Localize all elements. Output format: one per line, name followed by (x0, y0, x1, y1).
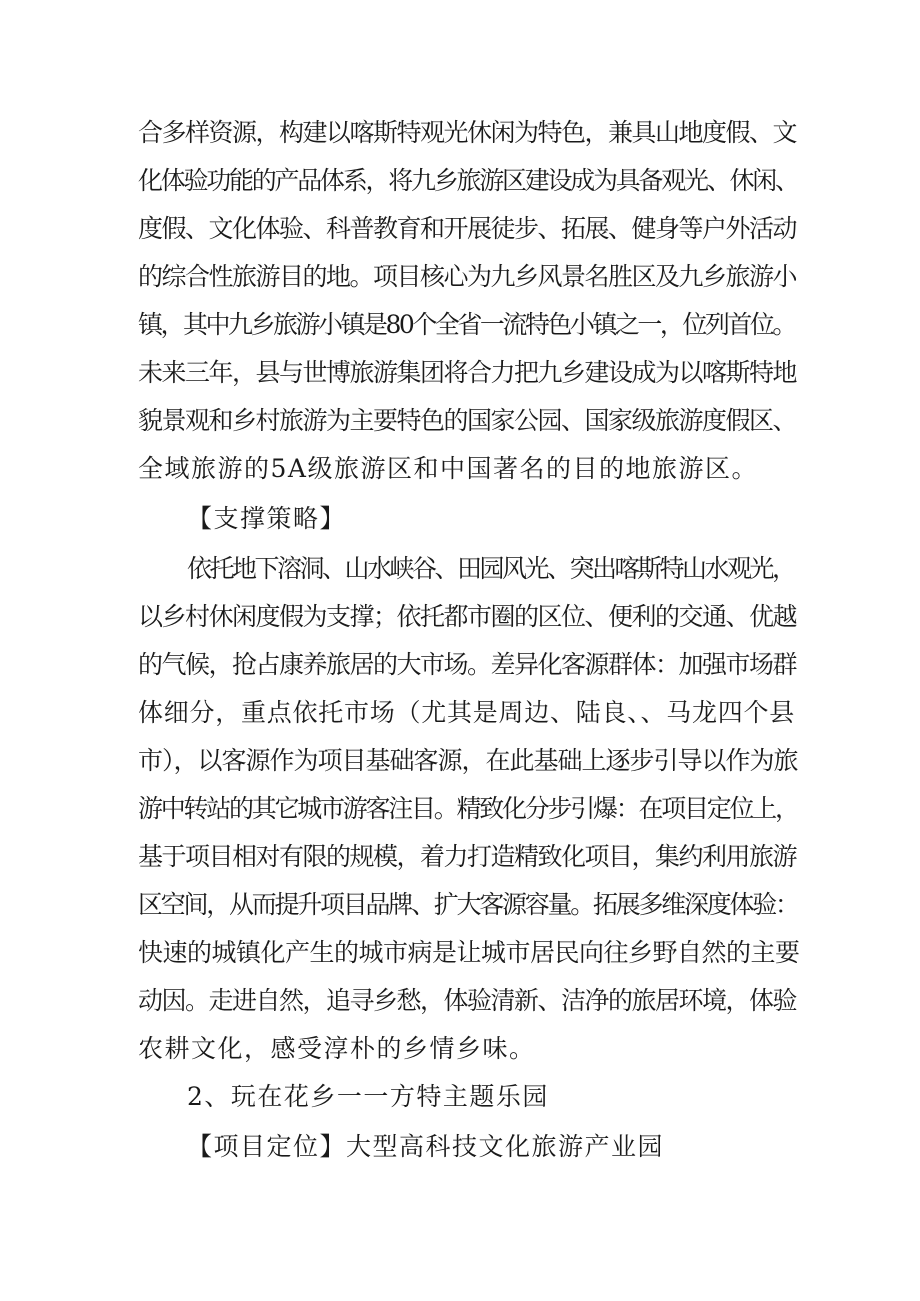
section-heading: 【支撑策略】 (187, 504, 347, 533)
paragraph-line: 貌景观和乡村旅游为主要特色的国家公园、国家级旅游度假区、 (138, 406, 797, 435)
paragraph-line: 区空间，从而提升项目品牌、扩大客源容量。拓展多维深度体验： (138, 890, 798, 919)
paragraph-line: 度假、文化体验、科普教育和开展徒步、拓展、健身等户外活动 (138, 214, 797, 243)
paragraph-line: 快速的城镇化产生的城市病是让城市居民向往乡野自然的主要 (138, 938, 800, 967)
paragraph-line: 以乡村休闲度假为支撑；依托都市圈的区位、便利的交通、优越 (138, 602, 797, 631)
paragraph-line: 依托地下溶洞、山水峡谷、田园风光、突出喀斯特山水观光， (187, 554, 795, 583)
paragraph-line: 合多样资源，构建以喀斯特观光休闲为特色，兼具山地度假、文 (138, 118, 797, 147)
section-title: 2、玩在花乡一一方特主题乐园 (187, 1082, 549, 1111)
project-positioning: 【项目定位】大型高科技文化旅游产业园 (187, 1132, 665, 1161)
paragraph-line: 的气候，抢占康养旅居的大市场。差异化客源群体：加强市场群 (138, 650, 797, 679)
paragraph-line: 体细分，重点依托市场（尤其是周边、陆良、、马龙四个县 (138, 698, 796, 727)
paragraph-line: 的综合性旅游目的地。项目核心为九乡风景名胜区及九乡旅游小 (138, 262, 797, 291)
paragraph-line: 游中转站的其它城市游客注目。精致化分步引爆：在项目定位上， (138, 794, 798, 823)
paragraph-line: 农耕文化，感受淳朴的乡情乡味。 (138, 1034, 536, 1063)
paragraph-line: 未来三年，县与世博旅游集团将合力把九乡建设成为以喀斯特地 (138, 358, 797, 387)
paragraph-line: 全域旅游的5A级旅游区和中国著名的目的地旅游区。 (138, 454, 758, 483)
paragraph-line: 动因。走进自然，追寻乡愁，体验清新、洁净的旅居环境，体验 (138, 986, 797, 1015)
paragraph-line: 化体验功能的产品体系，将九乡旅游区建设成为具备观光、休闲、 (138, 166, 798, 195)
paragraph-line: 基于项目相对有限的规模，着力打造精致化项目，集约利用旅游 (138, 842, 797, 871)
paragraph-line: 镇，其中九乡旅游小镇是80个全省一流特色小镇之一，位列首位。 (138, 310, 795, 339)
paragraph-line: 市），以客源作为项目基础客源，在此基础上逐步引导以作为旅 (138, 746, 798, 775)
